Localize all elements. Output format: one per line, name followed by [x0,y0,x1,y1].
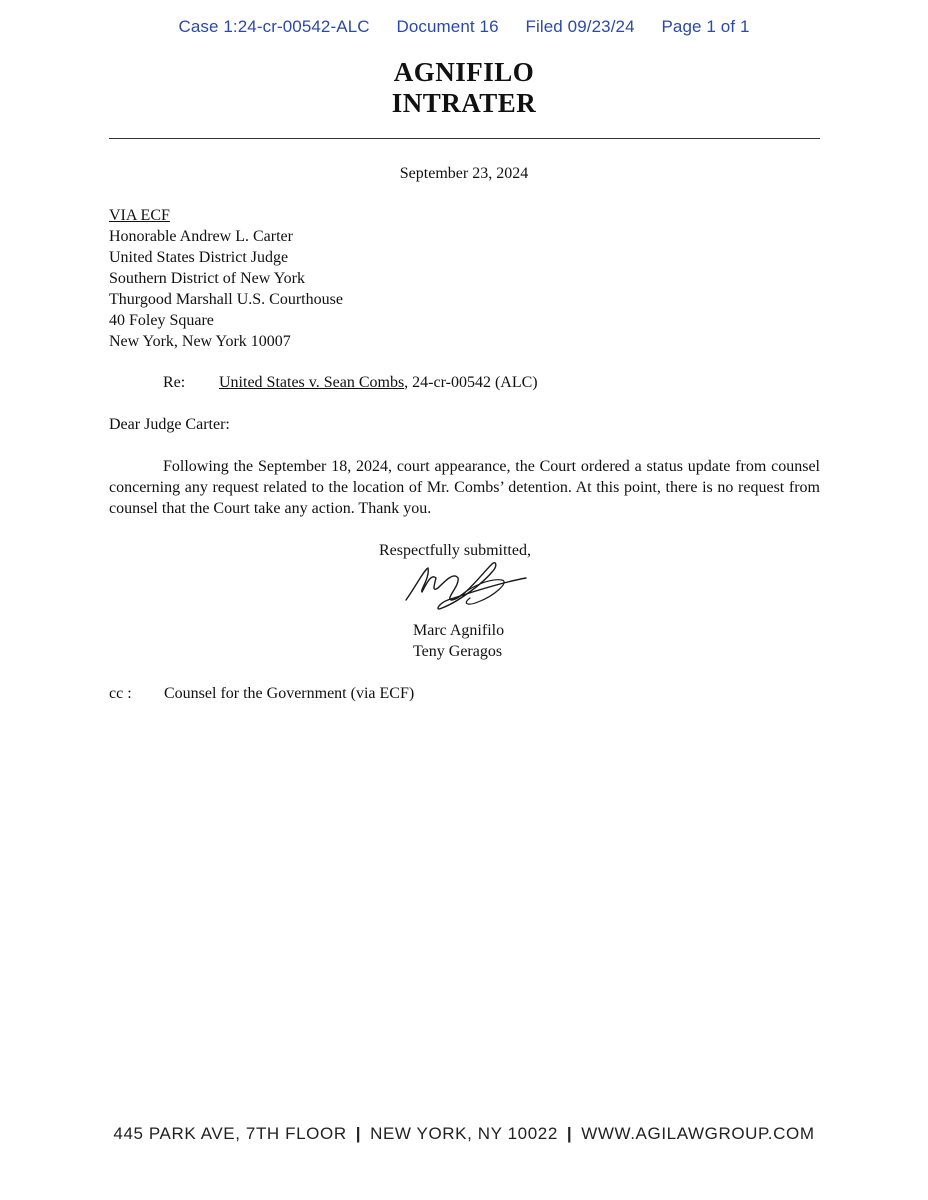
body-paragraph: Following the September 18, 2024, court appearance, the Court ordered a status update from counsel concerning any request related to the location of Mr. Combs’ detention. At this point, there is no request from counsel that the Court take any action. Thank you. [109,458,820,517]
letterhead-divider [109,138,820,139]
signers [413,620,504,662]
firm-footer [0,1124,928,1144]
handwritten-signature [398,556,532,616]
re-line [163,372,538,393]
salutation: Dear Judge Carter: [109,416,230,433]
cc-recipient: Counsel for the Government (via ECF) [164,685,415,702]
address-line: Thurgood Marshall U.S. Courthouse [109,291,343,308]
document-number: Document 16 [396,17,499,36]
address-line: New York, New York 10007 [109,333,291,350]
address-line: Southern District of New York [109,270,305,287]
address-line: 40 Foley Square [109,312,214,329]
cc-label: cc : [109,685,132,702]
ecf-filing-header [0,17,928,37]
letterhead-line-2: INTRATER [391,88,537,118]
footer-website: WWW.AGILAWGROUP.COM [581,1124,815,1143]
letter-date: September 23, 2024 [399,165,529,182]
address-line: United States District Judge [109,249,289,266]
letterhead-line-1: AGNIFILO [393,57,535,87]
cc-line [109,683,414,704]
footer-separator: | [566,1124,573,1143]
closing: Respectfully submitted, [379,542,531,559]
recipient-address [109,205,343,352]
case-docket: , 24-cr-00542 (ALC) [404,374,538,391]
re-label: Re: [163,374,186,391]
firm-letterhead [0,57,928,119]
footer-separator: | [355,1124,362,1143]
case-number: Case 1:24-cr-00542-ALC [178,17,370,36]
case-caption: United States v. Sean Combs [219,374,405,391]
address-line: Honorable Andrew L. Carter [109,228,293,245]
page-number: Page 1 of 1 [661,17,750,36]
footer-city: NEW YORK, NY 10022 [370,1124,558,1143]
signer-name: Marc Agnifilo [413,622,505,639]
delivery-method: VIA ECF [109,207,170,224]
filed-date: Filed 09/23/24 [525,17,635,36]
signer-name: Teny Geragos [413,643,503,660]
footer-address: 445 PARK AVE, 7TH FLOOR [113,1124,347,1143]
